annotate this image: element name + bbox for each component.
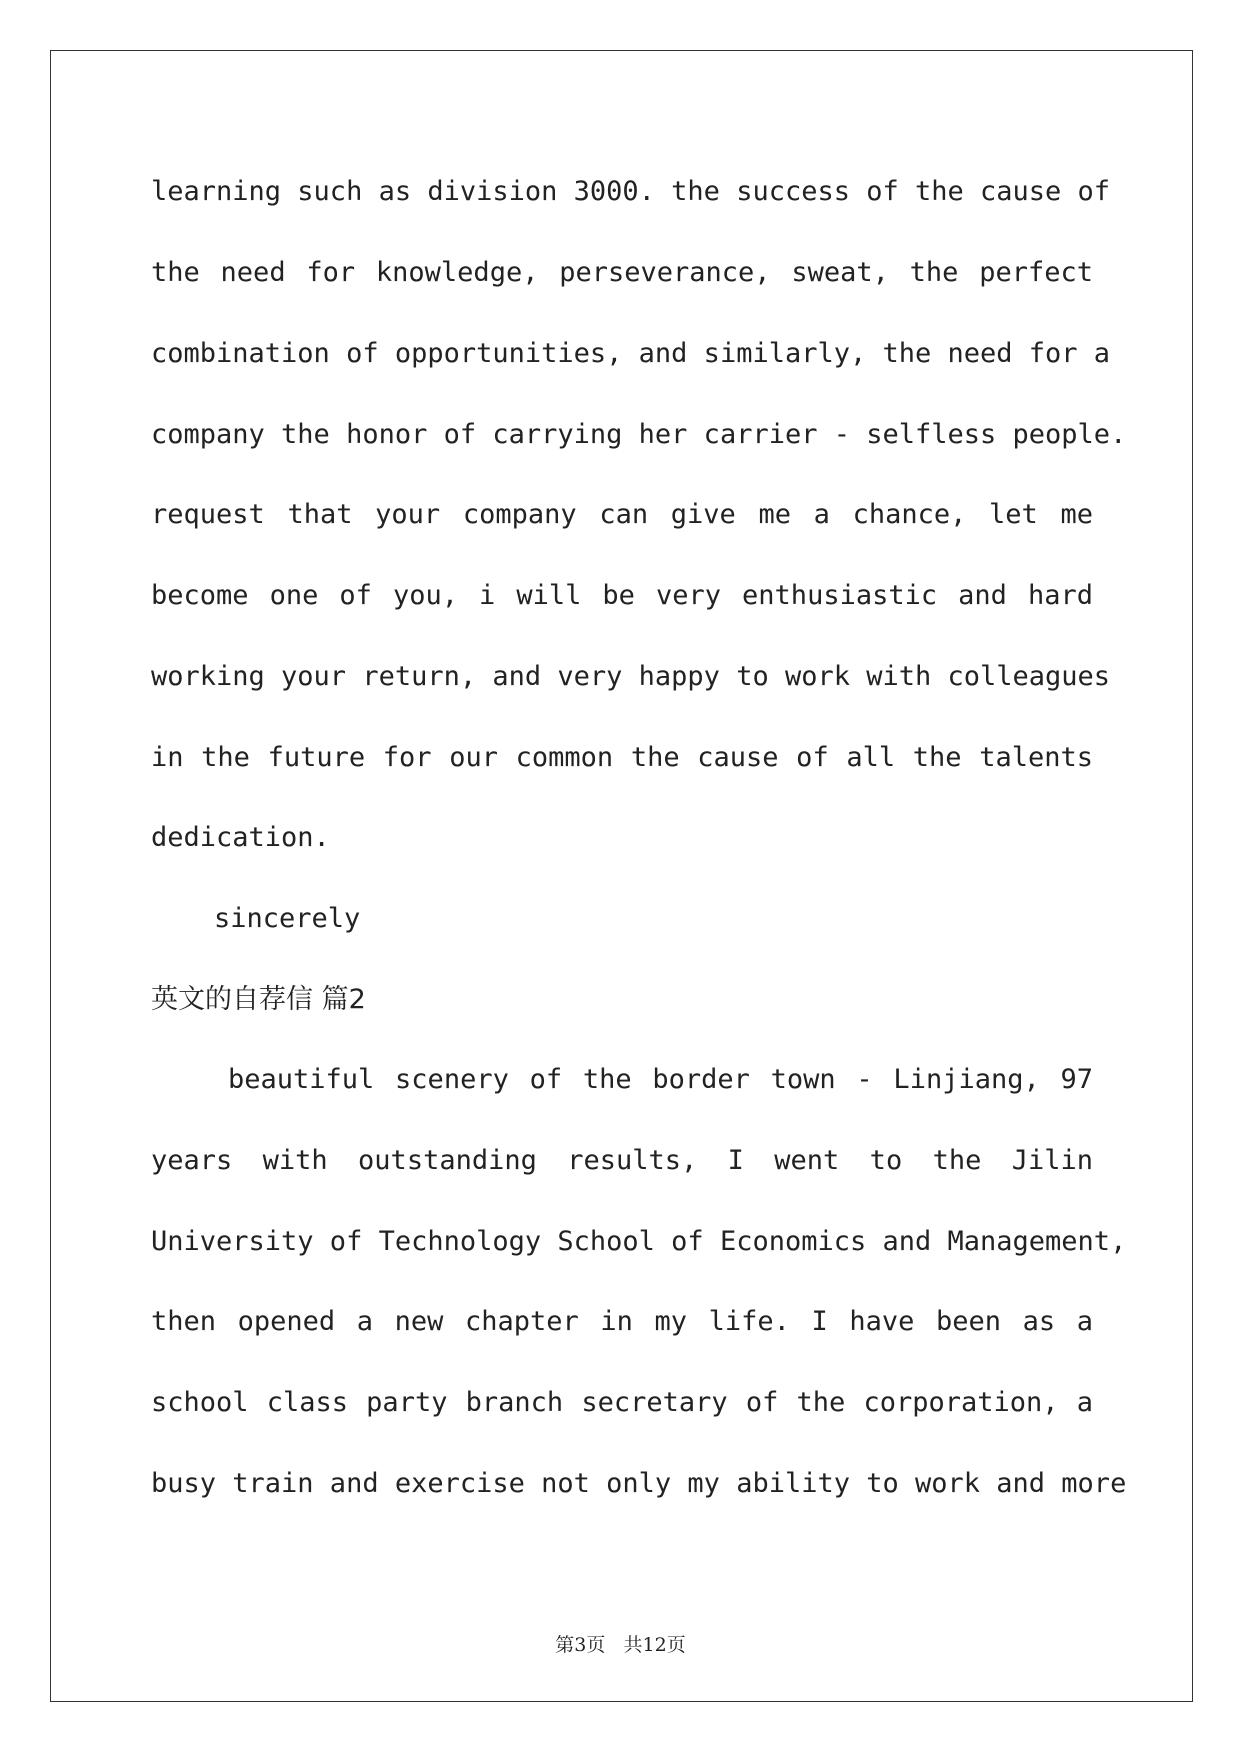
page-number: 第3页: [555, 1634, 606, 1656]
page-footer: [0, 1633, 1241, 1657]
text-line: the need for knowledge, perseverance, sweat, the perfect: [151, 257, 1093, 288]
text-line: request that your company can give me a chance, let me: [151, 499, 1093, 530]
closing-salutation: sincerely: [214, 903, 361, 934]
text-line: learning such as division 3000. the success of the cause of: [151, 176, 1111, 207]
page-border: [50, 50, 1193, 1702]
text-line: busy train and exercise not only my ability to work and more: [151, 1468, 1127, 1499]
section-heading: 英文的自荐信 篇2: [151, 984, 366, 1015]
text-line: beautiful scenery of the border town - Linjiang, 97: [228, 1064, 1093, 1095]
text-line: University of Technology School of Economics and Management,: [151, 1226, 1127, 1257]
text-line: then opened a new chapter in my life. I have been as a: [151, 1306, 1093, 1337]
text-line: dedication.: [151, 822, 330, 853]
text-line: combination of opportunities, and similarly, the need for a: [151, 338, 1111, 369]
text-line: company the honor of carrying her carrier - selfless people.: [151, 419, 1127, 450]
text-line: become one of you, i will be very enthusiastic and hard: [151, 580, 1093, 611]
text-line: working your return, and very happy to work with colleagues: [151, 661, 1111, 692]
text-line: years with outstanding results, I went to the Jilin: [151, 1145, 1093, 1176]
text-line: school class party branch secretary of the corporation, a: [151, 1387, 1093, 1418]
page-total: 共12页: [623, 1634, 686, 1656]
text-line: in the future for our common the cause of all the talents: [151, 742, 1093, 773]
